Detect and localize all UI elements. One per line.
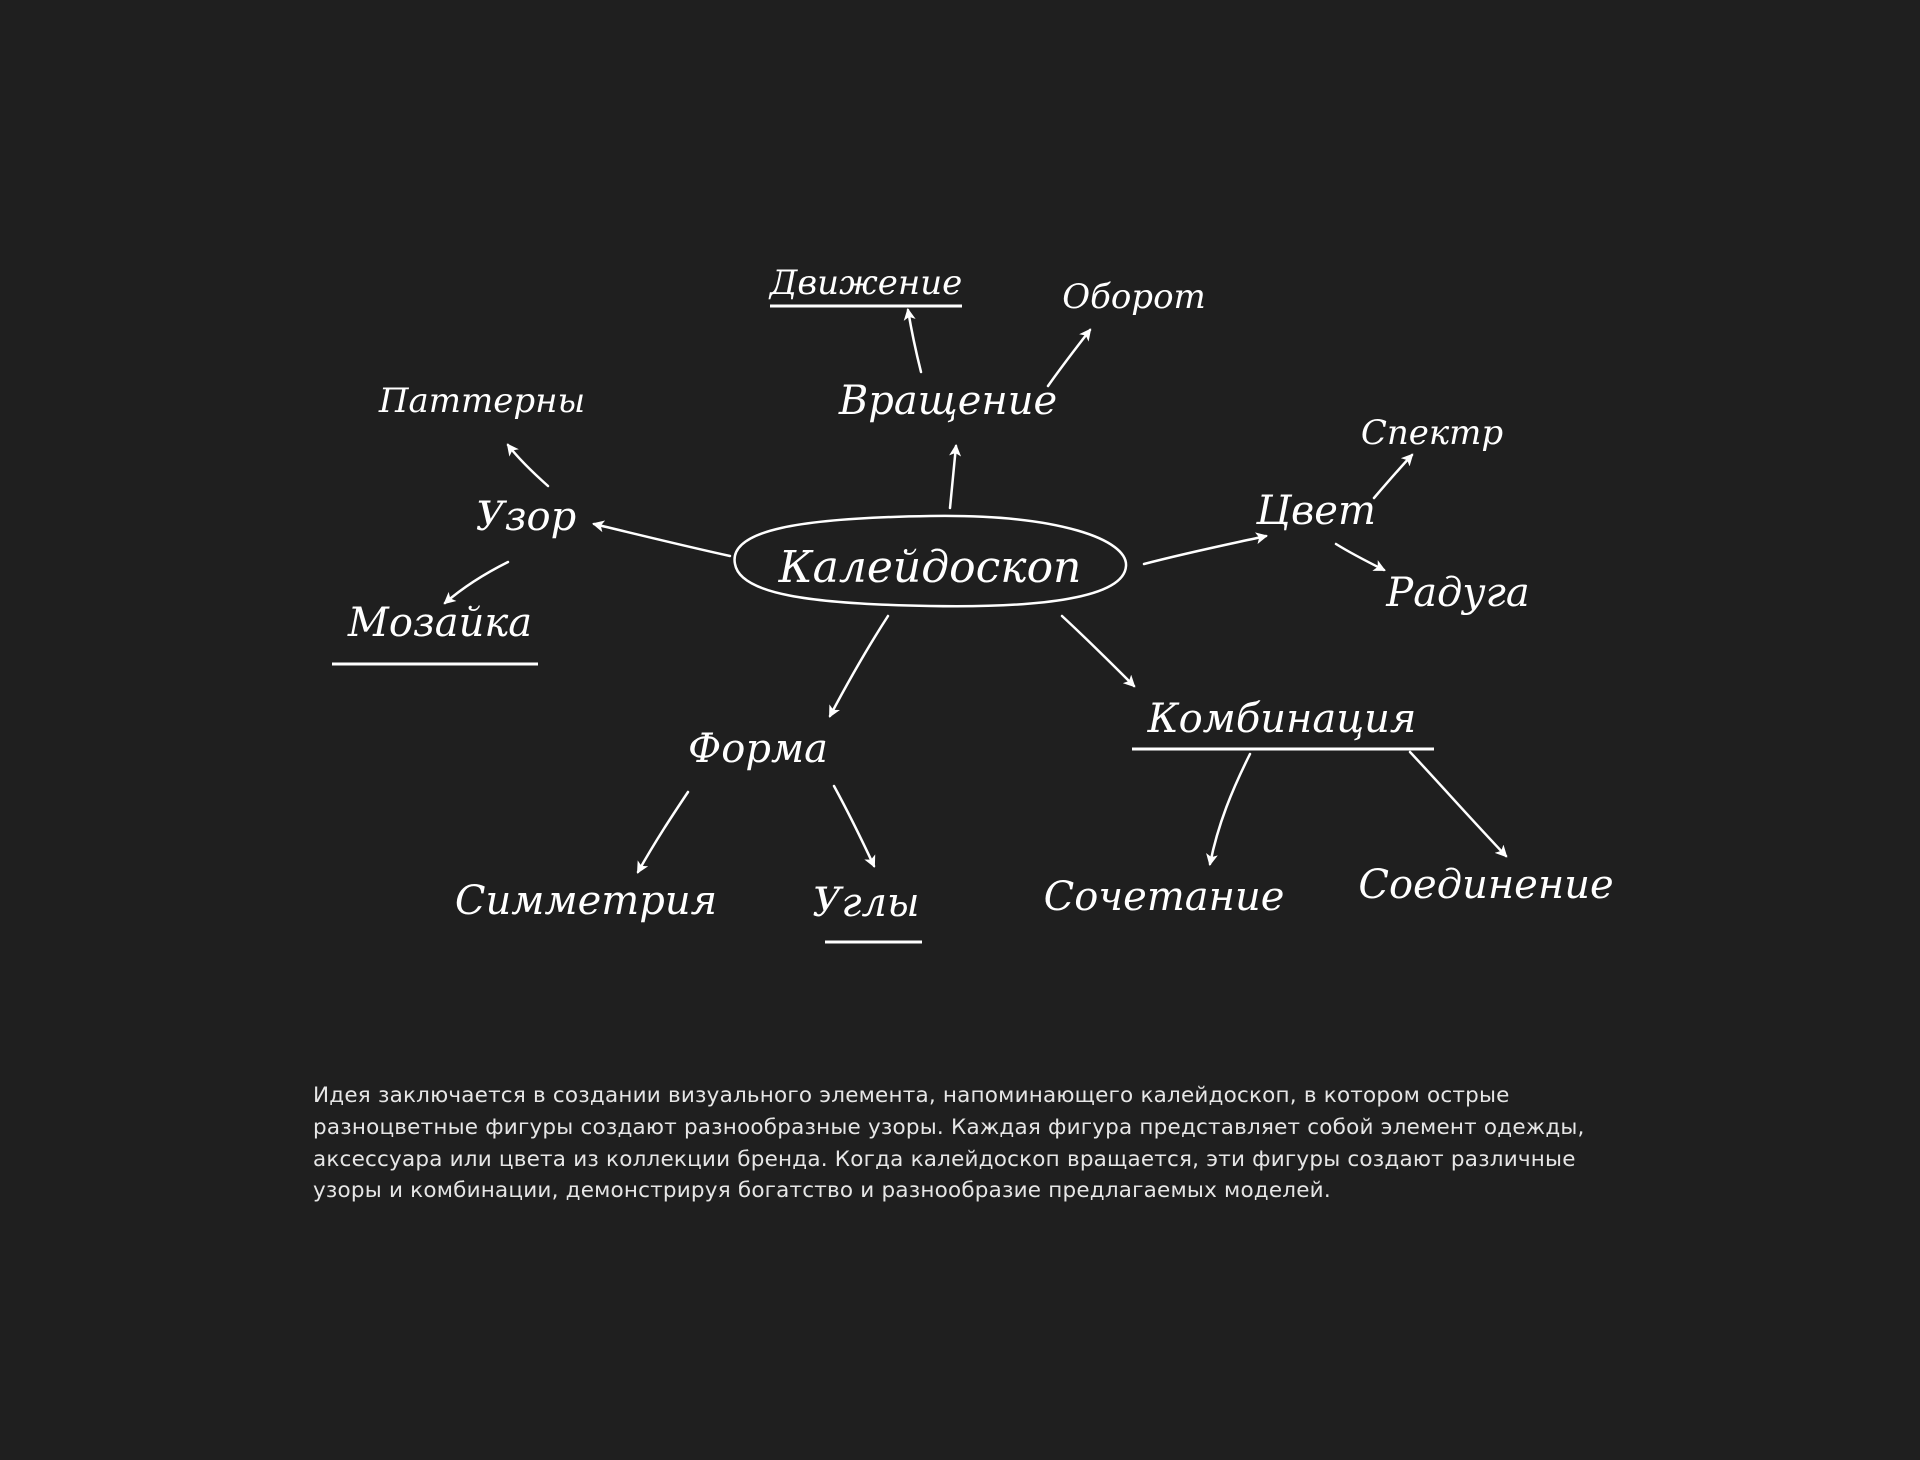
node-vrashchenie: Вращение <box>838 378 1058 424</box>
arrow-tsvet-to-raduga <box>1336 544 1384 570</box>
node-kombinatsiya: Комбинация <box>1147 696 1417 742</box>
arrow-center-to-vrashchenie <box>950 446 956 508</box>
node-sochetanie: Сочетание <box>1043 874 1285 920</box>
arrow-kombinatsiya-to-sochetanie <box>1210 754 1250 864</box>
node-spektr: Спектр <box>1360 413 1504 453</box>
arrow-uzor-to-mozaika <box>445 562 508 603</box>
arrow-tsvet-to-spektr <box>1374 455 1412 498</box>
arrow-uzor-to-patterny <box>508 445 548 486</box>
node-ugly: Углы <box>812 880 920 926</box>
node-raduga: Радуга <box>1386 570 1530 616</box>
concept-description: Идея заключается в создании визуального элемента, напоминающего калейдоскоп, в котором острые разноцветные фигуры создают разнообразные узоры. Каждая фигура представляет собой элемент одежды, аксессуара или цвета из коллекции бренда. Когда калейдоскоп вращается, эти фигуры создают различные узоры и комбинации, демонстрируя богатство и разнообразие предлагаемых моделей. <box>313 1083 1585 1204</box>
arrow-center-to-tsvet <box>1144 536 1266 564</box>
arrow-vrashchenie-to-oborot <box>1048 330 1090 386</box>
node-uzor: Узор <box>475 494 577 540</box>
arrow-center-to-kombinatsiya <box>1062 616 1134 686</box>
node-dvizhenie: Движение <box>769 263 963 303</box>
node-forma: Форма <box>688 726 828 772</box>
node-soedinenie: Соединение <box>1358 862 1614 908</box>
arrow-forma-to-ugly <box>834 786 874 866</box>
node-patterny: Паттерны <box>378 381 586 421</box>
center-node-label: Калейдоскоп <box>778 542 1082 593</box>
arrow-vrashchenie-to-dvizhenie <box>908 310 921 372</box>
arrow-forma-to-simmetriya <box>638 792 688 872</box>
arrow-center-to-forma <box>830 616 888 716</box>
node-oborot: Оборот <box>1062 277 1206 317</box>
arrow-center-to-uzor <box>594 524 730 556</box>
arrow-kombinatsiya-to-soedinenie <box>1410 752 1506 856</box>
node-mozaika: Мозайка <box>347 600 533 646</box>
node-tsvet: Цвет <box>1256 488 1376 534</box>
node-simmetriya: Симметрия <box>454 878 718 924</box>
